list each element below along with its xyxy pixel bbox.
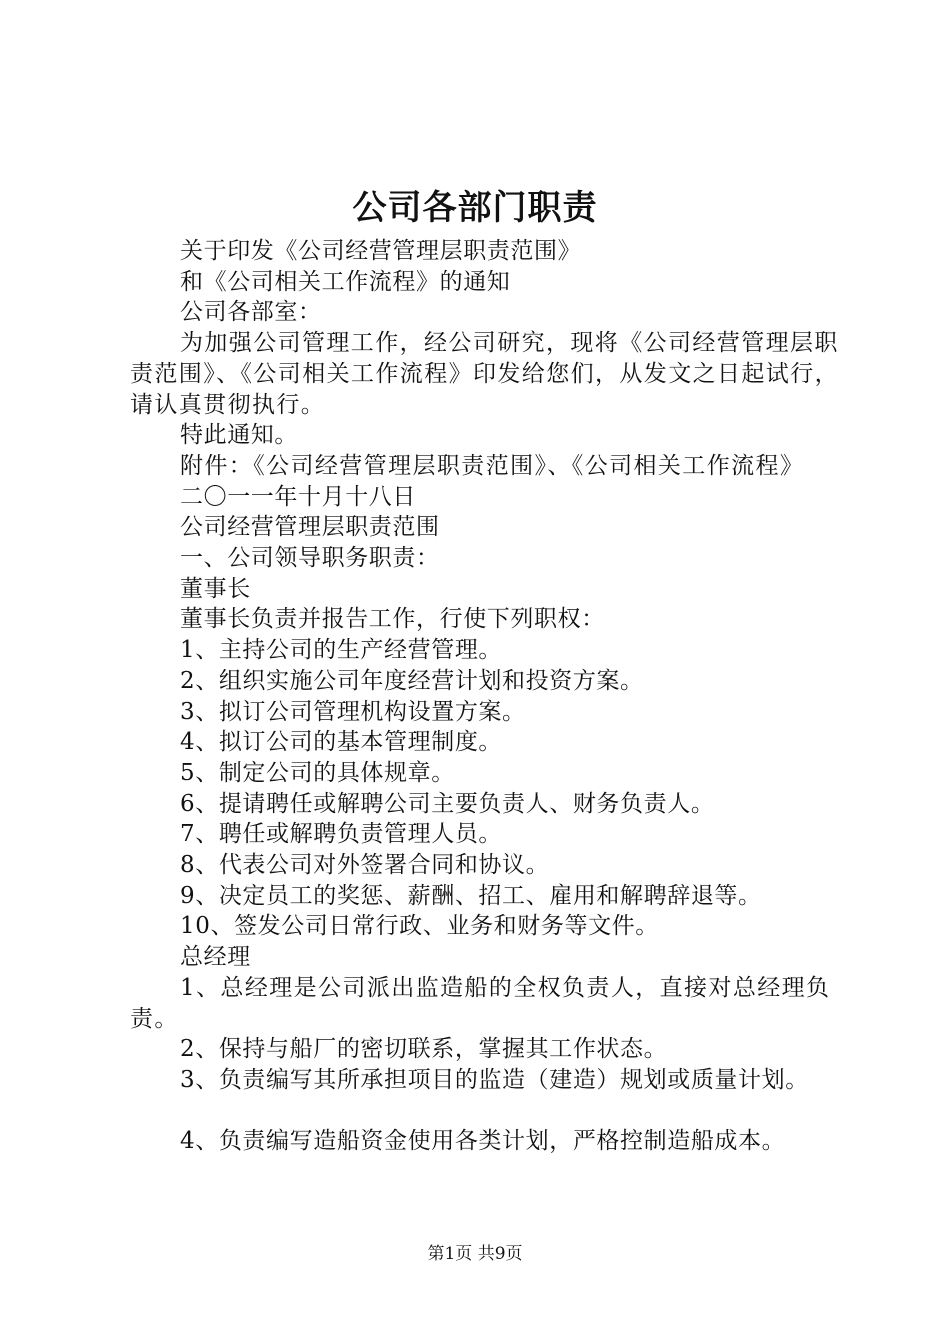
- blank-line: [130, 1096, 850, 1126]
- chairman-intro: 董事长负责并报告工作，行使下列职权：: [180, 606, 605, 633]
- notice-heading-line-2: 和《公司相关工作流程》的通知: [180, 268, 511, 295]
- list-item: 7、聘任或解聘负责管理人员。: [180, 821, 503, 848]
- list-item: 10、签发公司日常行政、业务和财务等文件。: [180, 913, 659, 940]
- list-item: 8、代表公司对外签署合同和协议。: [180, 852, 550, 879]
- date-line: 二〇一一年十月十八日: [180, 483, 416, 510]
- page-number-footer: 第1页 共9页: [427, 1244, 523, 1264]
- notice-closing: 特此通知。: [180, 422, 298, 449]
- list-item: 6、提请聘任或解聘公司主要负责人、财务负责人。: [180, 790, 715, 817]
- section-title: 公司经营管理层职责范围: [180, 514, 440, 541]
- section-heading: 一、公司领导职务职责：: [180, 545, 440, 572]
- notice-body: 为加强公司管理工作，经公司研究，现将《公司经营管理层职责范围》、《公司相关工作流程》印发给您们，从发文之日起试行，请认真贯彻执行。: [130, 330, 839, 418]
- list-item: 1、主持公司的生产经营管理。: [180, 637, 503, 664]
- list-item: 9、决定员工的奖惩、薪酬、招工、雇用和解聘辞退等。: [180, 882, 762, 909]
- list-item: 5、制定公司的具体规章。: [180, 759, 455, 786]
- notice-heading-line-1: 关于印发《公司经营管理层职责范围》: [180, 238, 582, 264]
- attachment-line: 附件：《公司经营管理层职责范围》、《公司相关工作流程》: [180, 452, 805, 479]
- list-item: 4、负责编写造船资金使用各类计划，严格控制造船成本。: [180, 1127, 786, 1154]
- list-item: 2、组织实施公司年度经营计划和投资方案。: [180, 667, 644, 694]
- list-item: 3、拟订公司管理机构设置方案。: [180, 698, 526, 725]
- role-heading-chairman: 董事长: [180, 575, 251, 602]
- list-item: 3、负责编写其所承担项目的监造（建造）规划或质量计划。: [180, 1066, 809, 1093]
- document-title: 公司各部门职责: [352, 188, 598, 228]
- list-item: 1、总经理是公司派出监造船的全权负责人，直接对总经理负责。: [130, 974, 831, 1032]
- list-item: 4、拟订公司的基本管理制度。: [180, 729, 503, 756]
- list-item: 2、保持与船厂的密切联系，掌握其工作状态。: [180, 1036, 668, 1063]
- role-heading-general-manager: 总经理: [180, 944, 251, 971]
- salutation: 公司各部室：: [180, 299, 322, 326]
- document-body: [130, 236, 850, 1156]
